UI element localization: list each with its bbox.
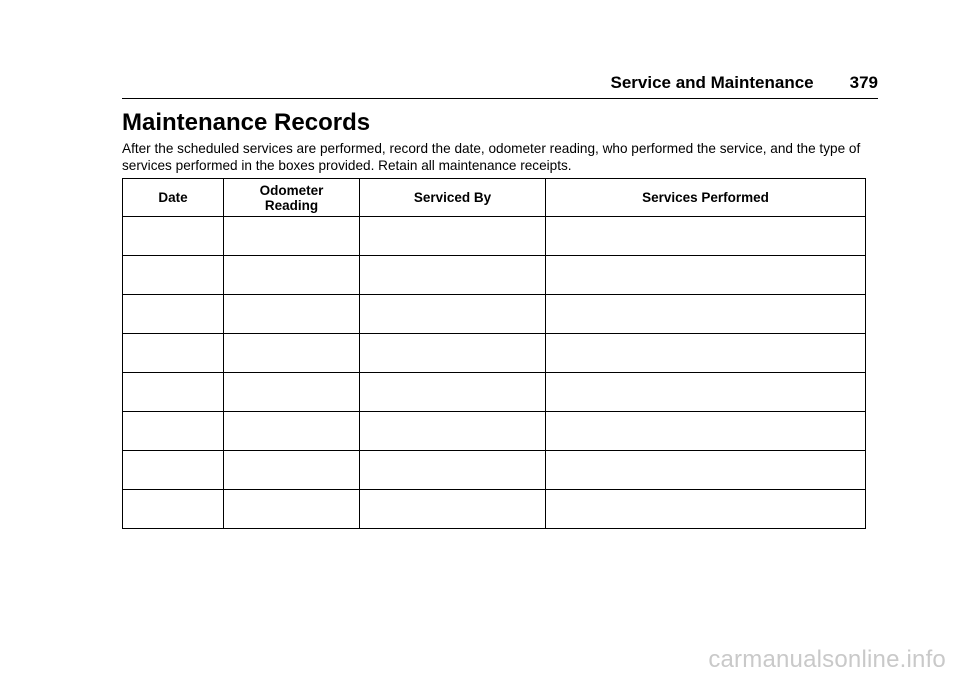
cell-odometer-reading bbox=[224, 217, 360, 256]
cell-odometer-reading bbox=[224, 451, 360, 490]
table-row bbox=[123, 217, 866, 256]
cell-odometer-reading bbox=[224, 490, 360, 529]
column-header-date: Date bbox=[123, 179, 224, 217]
cell-serviced-by bbox=[360, 373, 546, 412]
cell-date bbox=[123, 490, 224, 529]
column-header-odometer-reading: Odometer Reading bbox=[224, 179, 360, 217]
cell-serviced-by bbox=[360, 217, 546, 256]
cell-services-performed bbox=[546, 490, 866, 529]
cell-date bbox=[123, 412, 224, 451]
table-row bbox=[123, 295, 866, 334]
table-row bbox=[123, 490, 866, 529]
cell-date bbox=[123, 217, 224, 256]
cell-serviced-by bbox=[360, 451, 546, 490]
maintenance-records-table bbox=[122, 178, 866, 529]
running-header bbox=[122, 70, 878, 96]
cell-date bbox=[123, 256, 224, 295]
cell-odometer-reading bbox=[224, 373, 360, 412]
cell-serviced-by bbox=[360, 334, 546, 373]
table-header-row bbox=[123, 179, 866, 217]
cell-serviced-by bbox=[360, 412, 546, 451]
page-title: Maintenance Records bbox=[122, 109, 371, 136]
cell-services-performed bbox=[546, 295, 866, 334]
cell-serviced-by bbox=[360, 295, 546, 334]
cell-services-performed bbox=[546, 256, 866, 295]
cell-serviced-by bbox=[360, 490, 546, 529]
cell-date bbox=[123, 295, 224, 334]
cell-serviced-by bbox=[360, 256, 546, 295]
cell-odometer-reading bbox=[224, 334, 360, 373]
cell-services-performed bbox=[546, 217, 866, 256]
header-rule bbox=[122, 98, 878, 99]
intro-paragraph: After the scheduled services are performed, record the date, odometer reading, who performed the service, and the type of services performed in the boxes provided. Retain all maintenance receipts. bbox=[122, 141, 861, 173]
column-header-services-performed: Services Performed bbox=[546, 179, 866, 217]
section-title: Service and Maintenance bbox=[610, 73, 814, 92]
cell-date bbox=[123, 334, 224, 373]
table-body bbox=[123, 217, 866, 529]
cell-date bbox=[123, 373, 224, 412]
table-row bbox=[123, 412, 866, 451]
cell-services-performed bbox=[546, 334, 866, 373]
table-row bbox=[123, 373, 866, 412]
page-number: 379 bbox=[849, 73, 878, 92]
table-row bbox=[123, 256, 866, 295]
cell-odometer-reading bbox=[224, 256, 360, 295]
column-header-serviced-by: Serviced By bbox=[360, 179, 546, 217]
watermark: carmanualsonline.info bbox=[708, 646, 946, 673]
cell-services-performed bbox=[546, 412, 866, 451]
cell-services-performed bbox=[546, 373, 866, 412]
cell-date bbox=[123, 451, 224, 490]
table-row bbox=[123, 451, 866, 490]
cell-odometer-reading bbox=[224, 412, 360, 451]
cell-services-performed bbox=[546, 451, 866, 490]
cell-odometer-reading bbox=[224, 295, 360, 334]
table-row bbox=[123, 334, 866, 373]
